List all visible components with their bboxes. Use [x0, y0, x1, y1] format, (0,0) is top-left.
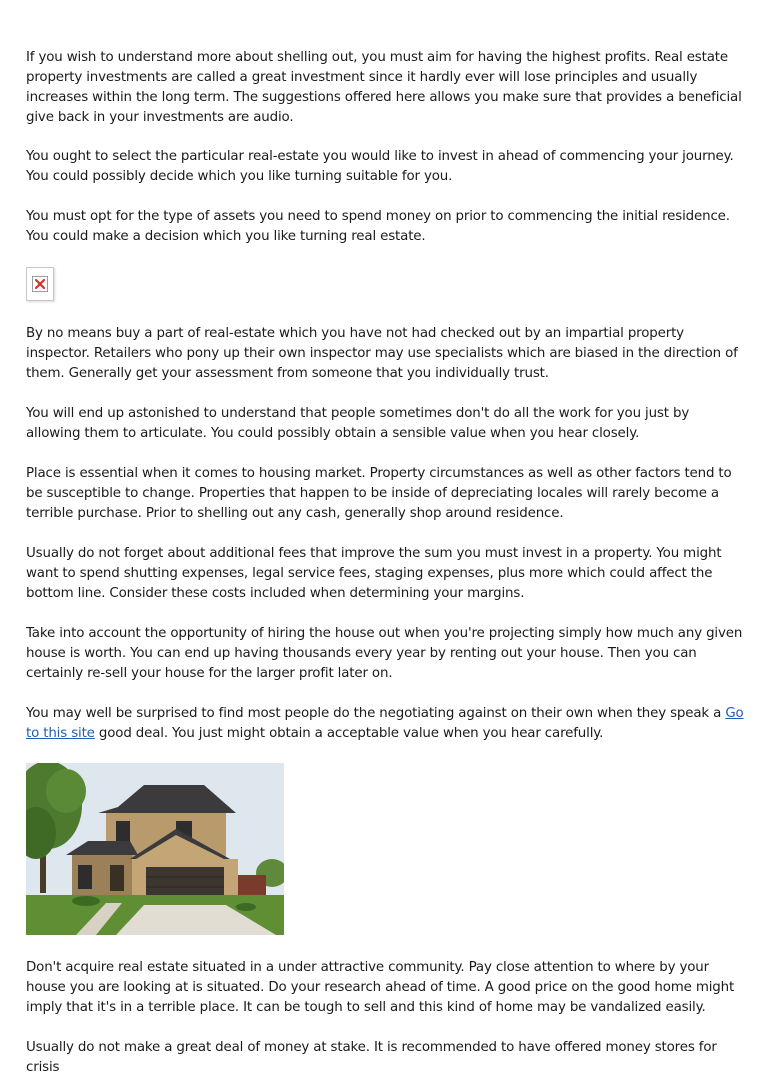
paragraph-9-text-end: good deal. You just might obtain a acceptable value when you hear carefully.: [94, 726, 604, 741]
paragraph-11: Usually do not make a great deal of money at stake. It is recommended to have offered money stores for crisis: [26, 1040, 717, 1075]
paragraph-6: Place is essential when it comes to housing market. Property circumstances as well as other factors tend to be susceptible to change. Properties that happen to be inside of depreciating locales will rarely become a terrible purchase. Prior to shelling out any cash, generally shop around residence.: [26, 466, 732, 521]
paragraph-5: You will end up astonished to understand that people sometimes don't do all the work for you just by allowing them to articulate. You could possibly obtain a sensible value when you hear closely.: [26, 406, 690, 441]
red-x-icon: [32, 276, 48, 292]
paragraph-8: Take into account the opportunity of hiring the house out when you're projecting simply how much any given house is worth. You can end up having thousands every year by renting out your house. Then you can certainly re-sell your house for the larger profit later on.: [26, 626, 743, 681]
go-to-this-site-link[interactable]: Go to this site: [26, 706, 744, 741]
broken-image-icon: [26, 267, 54, 301]
paragraph-9: [26, 704, 746, 744]
paragraph-9-text-start: You may well be surprised to find most people do the negotiating against on their own when they speak a: [26, 706, 726, 721]
house-photo: [26, 763, 284, 935]
paragraph-1: If you wish to understand more about shelling out, you must aim for having the highest profits. Real estate property investments are called a great investment since it hardly ever will lose principles and usually increases within the long term. The suggestions offered here allows you make sure that provides a beneficial give back in your investments are audio.: [26, 50, 742, 125]
paragraph-3: You must opt for the type of assets you need to spend money on prior to commencing the initial residence. You could make a decision which you like turning real estate.: [26, 209, 730, 244]
paragraph-4: By no means buy a part of real-estate which you have not had checked out by an impartial property inspector. Retailers who pony up their own inspector may use specialists which are biased in the direction of them. Generally get your assessment from someone that you individually trust.: [26, 326, 738, 381]
paragraph-10: Don't acquire real estate situated in a under attractive community. Pay close attention to where by your house you are looking at is situated. Do your research ahead of time. A good price on the good home might imply that it's in a terrible place. It can be tough to sell and this kind of home may be vandalized easily.: [26, 960, 735, 1015]
paragraph-7: Usually do not forget about additional fees that improve the sum you must invest in a property. You might want to spend shutting expenses, legal service fees, staging expenses, plus more which could affect the bottom line. Consider these costs included when determining your margins.: [26, 546, 722, 601]
paragraph-2: You ought to select the particular real-estate you would like to invest in ahead of commencing your journey. You could possibly decide which you like turning suitable for you.: [26, 149, 734, 184]
